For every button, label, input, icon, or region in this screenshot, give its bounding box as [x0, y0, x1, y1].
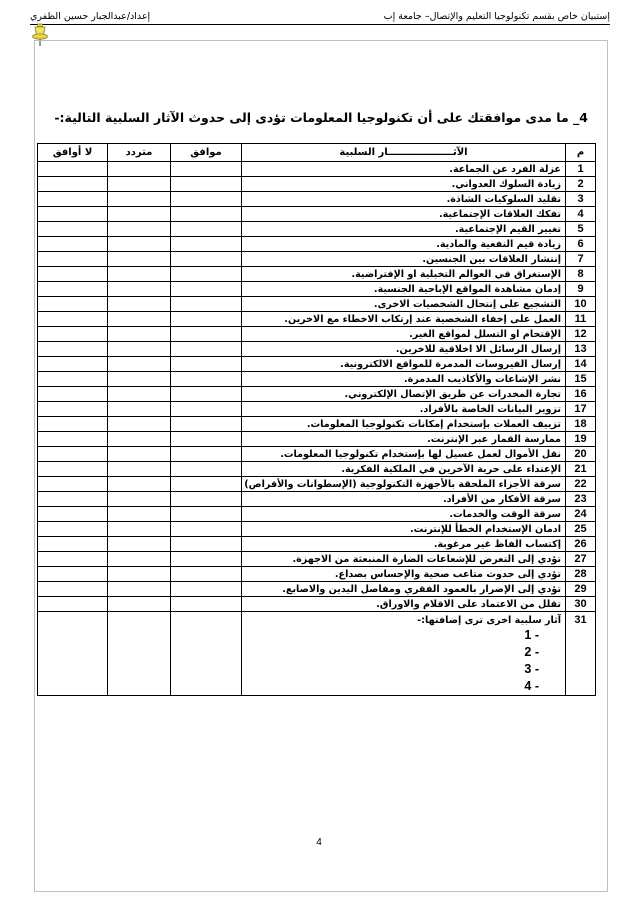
disagree-cell[interactable] — [38, 552, 108, 567]
agree-cell[interactable] — [171, 432, 242, 447]
disagree-cell[interactable] — [38, 582, 108, 597]
table-row — [38, 357, 596, 372]
disagree-cell[interactable] — [38, 162, 108, 177]
disagree-cell[interactable] — [38, 192, 108, 207]
effect-text: إرسال الرسائل الا اخلاقية للاخرين. — [242, 342, 566, 357]
row-number: 21 — [566, 462, 596, 477]
agree-cell[interactable] — [171, 252, 242, 267]
row-number: 15 — [566, 372, 596, 387]
agree-cell[interactable] — [171, 372, 242, 387]
table-row — [38, 417, 596, 432]
disagree-cell[interactable] — [38, 432, 108, 447]
effect-text: تزوير البيانات الخاصة بالأفراد. — [242, 402, 566, 417]
table-row — [38, 252, 596, 267]
row-number: 10 — [566, 297, 596, 312]
effect-text: زيادة قيم النفعية والمادية. — [242, 237, 566, 252]
agree-cell[interactable] — [171, 597, 242, 612]
effect-text: الإقتحام او التسلل لمواقع الغير. — [242, 327, 566, 342]
row-number: 3 — [566, 192, 596, 207]
table-row — [38, 312, 596, 327]
disagree-cell[interactable] — [38, 267, 108, 282]
table-row — [38, 552, 596, 567]
row-number: 9 — [566, 282, 596, 297]
row-number: 16 — [566, 387, 596, 402]
agree-cell[interactable] — [171, 267, 242, 282]
header-agree: موافق — [171, 144, 242, 162]
agree-cell[interactable] — [171, 342, 242, 357]
effect-text: ممارسة القمار عبر الإنترنت. — [242, 432, 566, 447]
table-row — [38, 162, 596, 177]
header-survey-title: إستبيان خاص بقسم تكنولوجيا التعليم والإتصال– جامعة إب — [383, 11, 610, 22]
effect-text: تؤدي إلى حدوث متاعب صحية والإحساس بصداع. — [242, 567, 566, 582]
agree-cell[interactable] — [171, 462, 242, 477]
disagree-cell[interactable] — [38, 447, 108, 462]
effect-text: تقلل من الاعتماد على الاقلام والاوراق. — [242, 597, 566, 612]
row-number: 1 — [566, 162, 596, 177]
row-number: 17 — [566, 402, 596, 417]
table-row — [38, 462, 596, 477]
agree-cell[interactable] — [171, 327, 242, 342]
agree-cell[interactable] — [171, 177, 242, 192]
survey-table — [37, 143, 596, 696]
neutral-cell[interactable] — [108, 312, 171, 327]
question-heading: 4_ ما مدى موافقتك على أن تكنولوجيا المعلومات تؤدى إلى حدوث الآثار السلبية التالية:- — [54, 110, 588, 125]
table-row — [38, 177, 596, 192]
neutral-cell[interactable] — [108, 432, 171, 447]
disagree-cell[interactable] — [38, 237, 108, 252]
neutral-cell[interactable] — [108, 237, 171, 252]
neutral-cell[interactable] — [108, 567, 171, 582]
table-header-row — [38, 144, 596, 162]
row-number: 29 — [566, 582, 596, 597]
disagree-cell[interactable] — [38, 522, 108, 537]
agree-cell[interactable] — [171, 537, 242, 552]
row-number: 25 — [566, 522, 596, 537]
neutral-cell[interactable] — [108, 597, 171, 612]
effect-text: نشر الإشاعات والأكاذيب المدمرة. — [242, 372, 566, 387]
agree-cell[interactable] — [171, 162, 242, 177]
table-row — [38, 522, 596, 537]
agree-cell[interactable] — [171, 222, 242, 237]
neutral-cell[interactable] — [108, 222, 171, 237]
neutral-cell[interactable] — [108, 297, 171, 312]
table-row — [38, 492, 596, 507]
row-number: 5 — [566, 222, 596, 237]
row-number: 31 — [566, 612, 596, 696]
neutral-cell[interactable] — [108, 612, 171, 696]
agree-cell[interactable] — [171, 552, 242, 567]
disagree-cell[interactable] — [38, 222, 108, 237]
disagree-cell[interactable] — [38, 417, 108, 432]
table-row — [38, 192, 596, 207]
effect-text: إرسال الفيروسات المدمرة للمواقع الالكترونية. — [242, 357, 566, 372]
disagree-cell[interactable] — [38, 567, 108, 582]
agree-cell[interactable] — [171, 297, 242, 312]
neutral-cell[interactable] — [108, 477, 171, 492]
agree-cell[interactable] — [171, 447, 242, 462]
disagree-cell[interactable] — [38, 387, 108, 402]
agree-cell[interactable] — [171, 282, 242, 297]
table-row — [38, 207, 596, 222]
table-row — [38, 222, 596, 237]
effect-text: زيادة السلوك العدواني. — [242, 177, 566, 192]
agree-cell[interactable] — [171, 507, 242, 522]
disagree-cell[interactable] — [38, 357, 108, 372]
disagree-cell[interactable] — [38, 312, 108, 327]
other-effects-cell — [242, 612, 566, 696]
row-number: 22 — [566, 477, 596, 492]
effect-text: تؤدي إلى الإضرار بالعمود الفقري ومفاصل اليدين والاصابع. — [242, 582, 566, 597]
effect-text: تفكك العلاقات الإجتماعية. — [242, 207, 566, 222]
effect-text: الإعتداء على حرية الآخرين في الملكية الفكرية. — [242, 462, 566, 477]
disagree-cell[interactable] — [38, 177, 108, 192]
neutral-cell[interactable] — [108, 357, 171, 372]
row-number: 20 — [566, 447, 596, 462]
row-number: 19 — [566, 432, 596, 447]
effect-text: تؤدي إلى التعرض للإشعاعات الضارة المنبعثة من الاجهزة. — [242, 552, 566, 567]
neutral-cell[interactable] — [108, 537, 171, 552]
header-number: م — [566, 144, 596, 162]
table-row — [38, 597, 596, 612]
neutral-cell[interactable] — [108, 162, 171, 177]
agree-cell[interactable] — [171, 357, 242, 372]
row-number: 23 — [566, 492, 596, 507]
neutral-cell[interactable] — [108, 507, 171, 522]
disagree-cell[interactable] — [38, 597, 108, 612]
neutral-cell[interactable] — [108, 267, 171, 282]
effect-text: عزلة الفرد عن الجماعة. — [242, 162, 566, 177]
table-row — [38, 282, 596, 297]
page-number: 4 — [316, 837, 322, 848]
row-number: 30 — [566, 597, 596, 612]
table-row — [38, 432, 596, 447]
neutral-cell[interactable] — [108, 207, 171, 222]
table-row — [38, 267, 596, 282]
header-neutral: متردد — [108, 144, 171, 162]
effect-text: الإستغراق في العوالم التخيلية او الإفتراضية. — [242, 267, 566, 282]
blank-entry-4[interactable]: - 4 — [524, 679, 539, 693]
table-row — [38, 342, 596, 357]
table-row — [38, 477, 596, 492]
neutral-cell[interactable] — [108, 552, 171, 567]
disagree-cell[interactable] — [38, 297, 108, 312]
row-number: 12 — [566, 327, 596, 342]
row-number: 2 — [566, 177, 596, 192]
row-number: 26 — [566, 537, 596, 552]
header-divider — [30, 24, 610, 25]
effect-text: سرقة الوقت والخدمات. — [242, 507, 566, 522]
table-row — [38, 327, 596, 342]
table-row — [38, 447, 596, 462]
effect-text: تجارة المخدرات عن طريق الإتصال الإلكتروني. — [242, 387, 566, 402]
disagree-cell[interactable] — [38, 612, 108, 696]
neutral-cell[interactable] — [108, 387, 171, 402]
blank-entry-3[interactable]: - 3 — [524, 662, 539, 676]
disagree-cell[interactable] — [38, 342, 108, 357]
disagree-cell[interactable] — [38, 477, 108, 492]
agree-cell[interactable] — [171, 477, 242, 492]
agree-cell[interactable] — [171, 492, 242, 507]
disagree-cell[interactable] — [38, 492, 108, 507]
table-row — [38, 387, 596, 402]
neutral-cell[interactable] — [108, 192, 171, 207]
agree-cell[interactable] — [171, 417, 242, 432]
table-row — [38, 507, 596, 522]
agree-cell[interactable] — [171, 237, 242, 252]
disagree-cell[interactable] — [38, 402, 108, 417]
row-number: 7 — [566, 252, 596, 267]
disagree-cell[interactable] — [38, 282, 108, 297]
table-row — [38, 567, 596, 582]
table-row-last — [38, 612, 596, 696]
row-number: 13 — [566, 342, 596, 357]
neutral-cell[interactable] — [108, 417, 171, 432]
table-row — [38, 297, 596, 312]
header-author: إعداد/عبدالجبار حسين الظفري — [30, 11, 151, 22]
agree-cell[interactable] — [171, 402, 242, 417]
disagree-cell[interactable] — [38, 207, 108, 222]
neutral-cell[interactable] — [108, 342, 171, 357]
effect-text: تزييف العملات بإستخدام إمكانات تكنولوجيا المعلومات. — [242, 417, 566, 432]
neutral-cell[interactable] — [108, 282, 171, 297]
agree-cell[interactable] — [171, 312, 242, 327]
effect-text: إنتشار العلاقات بين الجنسين. — [242, 252, 566, 267]
neutral-cell[interactable] — [108, 447, 171, 462]
row-number: 14 — [566, 357, 596, 372]
table-row — [38, 402, 596, 417]
row-number: 8 — [566, 267, 596, 282]
row-number: 6 — [566, 237, 596, 252]
neutral-cell[interactable] — [108, 327, 171, 342]
disagree-cell[interactable] — [38, 252, 108, 267]
effect-text: إكتساب الفاظ غير مرغوبة. — [242, 537, 566, 552]
effect-text: سرقة الأفكار من الأفراد. — [242, 492, 566, 507]
effect-text: ادمان الإستخدام الخطأ للإنترنت. — [242, 522, 566, 537]
neutral-cell[interactable] — [108, 177, 171, 192]
survey-body — [38, 162, 596, 696]
table-row — [38, 582, 596, 597]
effect-text: العمل على إخفاء الشخصية عند إرتكاب الاخطاء مع الاخرين. — [242, 312, 566, 327]
agree-cell[interactable] — [171, 387, 242, 402]
table-row — [38, 372, 596, 387]
neutral-cell[interactable] — [108, 462, 171, 477]
row-number: 27 — [566, 552, 596, 567]
effect-text: نقل الأموال لعمل غسيل لها بإستخدام تكنولوجيا المعلومات. — [242, 447, 566, 462]
neutral-cell[interactable] — [108, 402, 171, 417]
table-row — [38, 537, 596, 552]
agree-cell[interactable] — [171, 192, 242, 207]
row-number: 18 — [566, 417, 596, 432]
disagree-cell[interactable] — [38, 537, 108, 552]
agree-cell[interactable] — [171, 567, 242, 582]
header-effects: الآثـــــــــــــــــــار السلبية — [242, 144, 566, 162]
neutral-cell[interactable] — [108, 522, 171, 537]
agree-cell[interactable] — [171, 582, 242, 597]
other-effects-prompt: آثار سلبية اخرى ترى إضافتها:- — [417, 615, 561, 626]
disagree-cell[interactable] — [38, 327, 108, 342]
effect-text: التشجيع على إنتحال الشخصيات الاخرى. — [242, 297, 566, 312]
page-header — [30, 8, 610, 24]
row-number: 24 — [566, 507, 596, 522]
row-number: 28 — [566, 567, 596, 582]
agree-cell[interactable] — [171, 612, 242, 696]
row-number: 11 — [566, 312, 596, 327]
effect-text: سرقة الأجزاء الملحقة بالأجهزة التكنولوجية (الإسطوانات والأقراص) — [242, 477, 566, 492]
agree-cell[interactable] — [171, 207, 242, 222]
effect-text: إدمان مشاهدة المواقع الإباحية الجنسية. — [242, 282, 566, 297]
table-row — [38, 237, 596, 252]
blank-entry-1[interactable]: - 1 — [524, 628, 539, 642]
agree-cell[interactable] — [171, 522, 242, 537]
disagree-cell[interactable] — [38, 372, 108, 387]
neutral-cell[interactable] — [108, 252, 171, 267]
effect-text: تغيير القيم الإجتماعية. — [242, 222, 566, 237]
disagree-cell[interactable] — [38, 507, 108, 522]
neutral-cell[interactable] — [108, 582, 171, 597]
blank-entry-2[interactable]: - 2 — [524, 645, 539, 659]
neutral-cell[interactable] — [108, 492, 171, 507]
header-disagree: لا أوافق — [38, 144, 108, 162]
neutral-cell[interactable] — [108, 372, 171, 387]
disagree-cell[interactable] — [38, 462, 108, 477]
row-number: 4 — [566, 207, 596, 222]
effect-text: تقليد السلوكيات الشاذة. — [242, 192, 566, 207]
